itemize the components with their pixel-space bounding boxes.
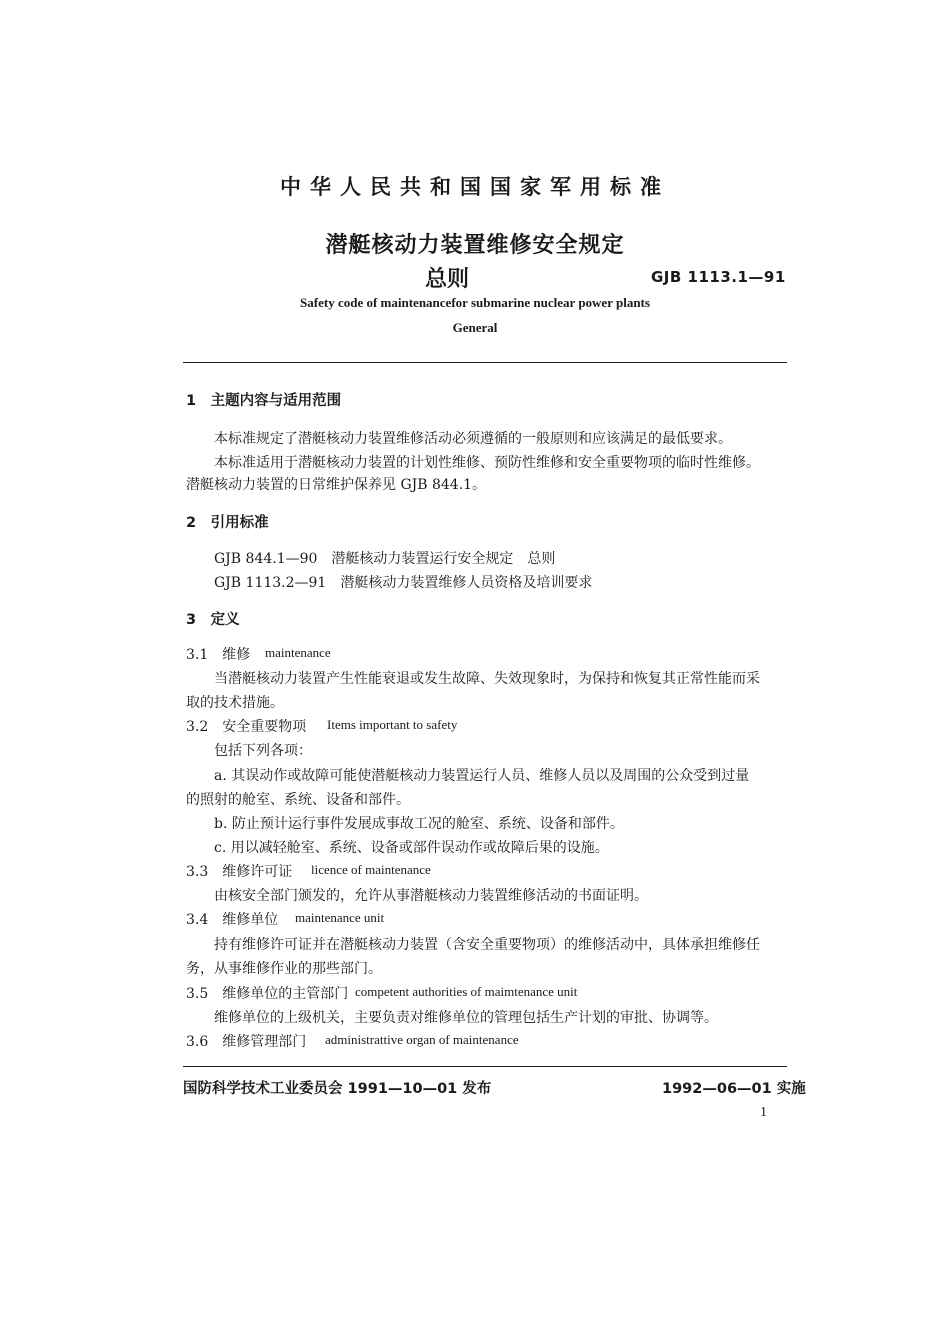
header-divider bbox=[183, 362, 787, 363]
def-3-1-en: maintenance bbox=[265, 645, 331, 660]
section-1-p2: 本标准适用于潜艇核动力装置的计划性维修、预防性维修和安全重要物项的临时性维修。 bbox=[214, 455, 760, 471]
def-3-4-line-2: 务，从事维修作业的那些部门。 bbox=[186, 961, 382, 977]
def-3-1-line-2: 取的技术措施。 bbox=[186, 695, 284, 711]
section-2-heading: 2 引用标准 bbox=[186, 515, 269, 531]
section-3-heading: 3 定义 bbox=[186, 612, 240, 628]
title-zh-subtitle: 总则 bbox=[425, 267, 470, 292]
def-3-5-term: 3.5 维修单位的主管部门 bbox=[186, 986, 349, 1002]
def-3-1-line-1: 当潜艇核动力装置产生性能衰退或发生故障、失效现象时，为保持和恢复其正常性能而采 bbox=[214, 671, 760, 687]
reference-1: GJB 844.1—90 潜艇核动力装置运行安全规定 总则 bbox=[214, 551, 556, 567]
def-3-3-term: 3.3 维修许可证 bbox=[186, 864, 293, 880]
def-3-4-line-1: 持有维修许可证并在潜艇核动力装置（含安全重要物项）的维修活动中，具体承担维修任 bbox=[214, 937, 760, 953]
def-3-2-item-b: b. 防止预计运行事件发展成事故工况的舱室、系统、设备和部件。 bbox=[214, 816, 624, 832]
def-3-2-intro: 包括下列各项： bbox=[214, 743, 312, 759]
section-1-heading: 1 主题内容与适用范围 bbox=[186, 393, 342, 409]
def-3-3-en: licence of maintenance bbox=[311, 862, 431, 877]
title-zh: 潜艇核动力装置维修安全规定 bbox=[325, 233, 625, 258]
def-3-4-en: maintenance unit bbox=[295, 910, 385, 925]
def-3-2-term: 3.2 安全重要物项 bbox=[186, 719, 307, 735]
effective-date: 1992—06—01 实施 bbox=[662, 1081, 806, 1097]
reference-2: GJB 1113.2—91 潜艇核动力装置维修人员资格及培训要求 bbox=[214, 575, 593, 591]
section-1-p3: 潜艇核动力装置的日常维护保养见 GJB 844.1。 bbox=[186, 477, 487, 493]
def-3-2-en: Items important to safety bbox=[327, 717, 458, 732]
def-3-3-line-1: 由核安全部门颁发的，允许从事潜艇核动力装置维修活动的书面证明。 bbox=[214, 888, 648, 904]
section-1-p1: 本标准规定了潜艇核动力装置维修活动必须遵循的一般原则和应该满足的最低要求。 bbox=[214, 431, 732, 447]
title-en-subtitle: General bbox=[452, 320, 498, 335]
def-3-5-line-1: 维修单位的上级机关，主要负责对维修单位的管理包括生产计划的审批、协调等。 bbox=[214, 1010, 718, 1026]
def-3-6-en: administrattive organ of maintenance bbox=[325, 1032, 519, 1047]
def-3-2-item-a-line-1: a. 其误动作或故障可能使潜艇核动力装置运行人员、维修人员以及周围的公众受到过量 bbox=[214, 768, 750, 784]
footer-divider bbox=[183, 1066, 787, 1067]
issue-date: 国防科学技术工业委员会 1991—10—01 发布 bbox=[183, 1081, 492, 1097]
def-3-6-term: 3.6 维修管理部门 bbox=[186, 1034, 307, 1050]
standard-number: GJB 1113.1—91 bbox=[651, 268, 786, 286]
standard-type: 中华人民共和国国家军用标准 bbox=[280, 175, 670, 199]
title-en: Safety code of maintenancefor submarine nuclear power plants bbox=[300, 295, 650, 310]
def-3-1-term: 3.1 维修 bbox=[186, 647, 251, 663]
page-number: 1 bbox=[760, 1105, 767, 1120]
def-3-2-item-a-line-2: 的照射的舱室、系统、设备和部件。 bbox=[186, 792, 410, 808]
def-3-5-en: competent authorities of maimtenance unit bbox=[355, 984, 578, 999]
def-3-2-item-c: c. 用以减轻舱室、系统、设备或部件误动作或故障后果的设施。 bbox=[214, 840, 609, 856]
def-3-4-term: 3.4 维修单位 bbox=[186, 912, 279, 928]
